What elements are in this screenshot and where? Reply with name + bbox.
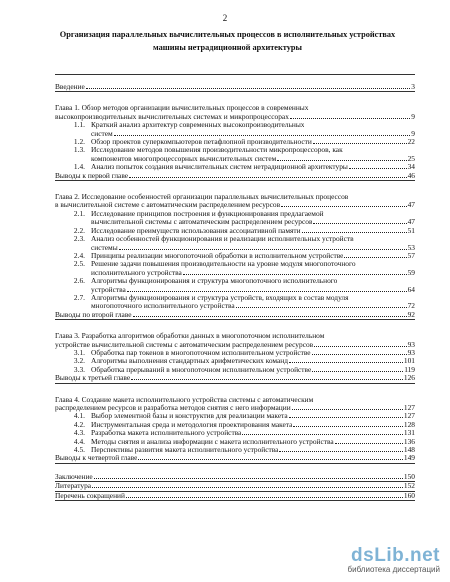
entry-title: Методы снятия и анализа информации с макета исполнительного устройства <box>91 437 334 446</box>
toc-entry <box>55 429 415 437</box>
entry-page: 47 <box>407 217 415 227</box>
entry-title: Выводы к четвертой главе <box>55 454 138 463</box>
entry-number: 3.1. <box>73 347 85 357</box>
dot-leader <box>119 249 407 250</box>
toc-entry <box>55 210 415 218</box>
entry-page: 92 <box>407 309 415 319</box>
entry-page: 136 <box>403 436 415 446</box>
toc-entry <box>55 121 415 129</box>
spacer <box>55 320 415 329</box>
entry-title: Алгоритмы функционирования и структура устройств, входящих в состав модуля <box>91 293 349 302</box>
entry-title: Обработка пар токенов в многопоточном исполнительном устройстве <box>91 348 311 357</box>
entry-title: Исследование преимуществ использования ассоциативной памяти <box>91 226 301 235</box>
dot-leader <box>292 409 403 410</box>
entry-title: Перечень сокращений <box>55 491 125 500</box>
entry-number: 2.3. <box>73 234 85 244</box>
toc-entry <box>55 227 415 235</box>
entry-title: Обработка прерываний в многопоточном исполнительном устройстве <box>91 365 312 374</box>
entry-title: высокопроизводительных вычислительных системах и микропроцессорах <box>55 112 289 121</box>
entry-page: 51 <box>407 225 415 235</box>
entry-page: 59 <box>407 267 415 277</box>
entry-number: 2.2. <box>73 225 85 235</box>
spacer <box>55 92 415 101</box>
dot-leader <box>312 354 407 355</box>
entry-line: Глава 3. Разработка алгоритмов обработки данных в многопоточном исполнительном <box>55 331 325 341</box>
page-number: 2 <box>222 13 228 23</box>
entry-page: 127 <box>403 411 415 421</box>
entry-page: 149 <box>403 453 415 463</box>
entry-page: 72 <box>407 301 415 311</box>
spacer <box>55 464 415 473</box>
entry-number: 2.4. <box>73 250 85 260</box>
toc-entry <box>55 201 415 209</box>
toc-entry <box>55 492 415 501</box>
entry-title: Исследование методов повышения производительности микропроцессоров, как <box>91 146 343 155</box>
dot-leader <box>313 143 407 144</box>
entry-title: устройстве вычислительной системы с автоматическим распределением ресурсов <box>55 340 314 349</box>
toc-entry <box>55 113 415 121</box>
dot-leader <box>281 206 407 207</box>
chapter-block <box>55 104 415 181</box>
entry-title: Инструментальная среда и методология проектирования макета <box>91 420 293 429</box>
toc-entry <box>55 130 415 138</box>
toc-entry <box>55 412 415 420</box>
toc-entry <box>55 163 415 171</box>
entry-page: 9 <box>411 128 415 138</box>
dot-leader <box>302 232 407 233</box>
dot-leader <box>86 88 411 89</box>
chapter-block <box>55 193 415 320</box>
dot-leader <box>242 434 403 435</box>
dot-leader <box>312 371 403 372</box>
entry-page: 22 <box>407 137 415 147</box>
entry-title: многопоточного исполнительного устройства <box>91 302 235 311</box>
toc-entry <box>55 366 415 374</box>
dot-leader <box>236 307 407 308</box>
dot-leader <box>279 451 402 452</box>
entry-title: Анализ попыток создания вычислительных систем нетрадиционной архитектуры <box>91 163 348 172</box>
entry-title: Принципы реализации многопоточной обработки в исполнительном устройстве <box>91 251 344 260</box>
toc-entry <box>55 286 415 294</box>
entry-page: 3 <box>411 82 415 91</box>
dot-leader <box>290 118 410 119</box>
entry-title: Литература <box>55 482 92 491</box>
spacer <box>55 384 415 393</box>
entry-title: Разработка макета исполнительного устройства <box>91 429 242 438</box>
toc-entry <box>55 235 415 243</box>
toc-entry <box>55 357 415 365</box>
toc-entry <box>55 218 415 226</box>
toc-entry <box>55 277 415 285</box>
dot-leader <box>133 316 407 317</box>
dot-leader <box>92 487 403 488</box>
dot-leader <box>349 168 407 169</box>
entry-page: 131 <box>403 428 415 438</box>
entry-title: Решение задачи повышения производительности на уровне модуля многопоточного <box>91 260 356 269</box>
toc-entry <box>55 302 415 310</box>
toc-entry <box>55 260 415 268</box>
document-title: Организация параллельных вычислительных процессов в исполнительных устройствах машины нетрадиционной архитектуры <box>59 30 396 52</box>
watermark-logo: dsLib.net <box>351 545 440 566</box>
entry-page: 64 <box>407 284 415 294</box>
entry-number: 4.3. <box>73 428 85 438</box>
watermark <box>348 545 440 574</box>
entry-number: 3.3. <box>73 364 85 374</box>
toc-entry <box>55 155 415 163</box>
dot-leader <box>344 257 406 258</box>
toc-entry <box>55 374 415 383</box>
entry-title: Алгоритмы выполнения стандартных арифметических команд <box>91 357 288 366</box>
toc-entry <box>55 454 415 463</box>
entry-page: 53 <box>407 242 415 252</box>
dot-leader <box>127 291 407 292</box>
entry-number: 4.4. <box>73 436 85 446</box>
dot-leader <box>335 443 403 444</box>
chapter-block <box>55 396 415 464</box>
entry-title: Алгоритмы функционирования и структура многопоточного исполнительного <box>91 277 338 286</box>
dot-leader <box>131 379 403 380</box>
dot-leader <box>126 497 403 498</box>
entry-number: 1.3. <box>73 145 85 155</box>
toc-entry <box>55 138 415 146</box>
dot-leader <box>114 135 411 136</box>
entry-title: вычислительной системы с автоматическим распределением ресурсов <box>91 218 313 227</box>
entry-number: 4.1. <box>73 411 85 421</box>
entry-page: 127 <box>403 403 415 412</box>
toc-entry <box>55 349 415 357</box>
entry-number: 1.1. <box>73 120 85 130</box>
dot-leader <box>289 362 403 363</box>
entry-title: распределением ресурсов и разработка методов снятия с него информации <box>55 404 291 412</box>
entry-title: системы <box>91 243 118 252</box>
entry-line: Глава 2. Исследование особенностей организации параллельных вычислительных процессов <box>55 192 349 202</box>
entry-number: 2.1. <box>73 208 85 218</box>
entry-number: 1.4. <box>73 162 85 172</box>
toc-entry <box>55 473 415 482</box>
entry-page: 119 <box>404 364 415 374</box>
toc-entry <box>55 294 415 302</box>
toc-entry <box>55 146 415 154</box>
entry-title: Перспективы развития макета исполнительного устройства <box>91 446 279 455</box>
toc-entry <box>55 482 415 491</box>
entry-title: Введение <box>55 83 85 91</box>
toc-entry <box>55 252 415 260</box>
toc-entry <box>55 446 415 454</box>
chapter-block <box>55 332 415 383</box>
spacer <box>55 74 415 83</box>
entry-page: 47 <box>407 200 415 210</box>
dot-leader <box>277 160 406 161</box>
entry-page: 160 <box>403 490 415 500</box>
entry-title: устройства <box>91 285 126 294</box>
toc-entry <box>55 269 415 277</box>
entry-number: 3.2. <box>73 356 85 366</box>
dot-leader <box>289 417 403 418</box>
entry-title: Выводы по второй главе <box>55 310 132 319</box>
entry-title: компонентов многопроцессорных вычислительных систем <box>91 154 277 163</box>
entry-line: Глава 4. Создание макета исполнительного устройства системы с автоматическим <box>55 394 314 404</box>
entry-number: 2.5. <box>73 259 85 269</box>
toc-entry <box>55 311 415 320</box>
toc-entry <box>55 244 415 252</box>
toc-entry <box>55 421 415 429</box>
entry-page: 46 <box>407 170 415 180</box>
entry-number: 4.5. <box>73 445 85 455</box>
entry-page: 150 <box>403 471 415 481</box>
entry-title: Анализ особенностей функционирования и реализации исполнительных устройств <box>91 235 354 244</box>
table-of-contents <box>55 74 415 501</box>
entry-title: Выводы к первой главе <box>55 171 129 180</box>
entry-page: 101 <box>403 356 415 366</box>
dot-leader <box>314 346 406 347</box>
entry-title: Обзор проектов суперкомпьютеров петафлопной производительности <box>91 138 312 147</box>
entry-page: 34 <box>407 162 415 172</box>
toc-entry <box>55 341 415 349</box>
entry-page: 25 <box>407 153 415 163</box>
entry-title: систем <box>91 129 113 138</box>
entry-number: 2.7. <box>73 292 85 302</box>
entry-title: Краткий анализ архитектур современных высокопроизводительных <box>91 121 305 130</box>
toc-entry <box>55 404 415 412</box>
watermark-tagline: библиотека диссертаций <box>347 565 440 574</box>
dot-leader <box>94 478 403 479</box>
dot-leader <box>183 274 407 275</box>
entry-number: 2.6. <box>73 276 85 286</box>
dot-leader <box>313 223 406 224</box>
toc-entry <box>55 438 415 446</box>
entry-page: 126 <box>403 373 415 383</box>
entry-page: 93 <box>407 339 415 349</box>
toc-entry <box>55 172 415 181</box>
dot-leader <box>293 426 402 427</box>
entry-page: 57 <box>407 250 415 260</box>
entry-number: 1.2. <box>73 137 85 147</box>
entry-title: Заключение <box>55 472 93 481</box>
toc-entry <box>55 83 415 92</box>
entry-page: 148 <box>403 445 415 455</box>
entry-title: Выводы к третьей главе <box>55 374 131 383</box>
entry-title: Выбор элементной базы и конструктив для реализации макета <box>91 412 288 421</box>
entry-line: Глава 1. Обзор методов организации вычислительных процессов в современных <box>55 103 309 113</box>
entry-page: 9 <box>411 111 415 121</box>
entry-title: Исследование принципов построения и функционирования предлагаемой <box>91 209 324 218</box>
entry-page: 93 <box>407 347 415 357</box>
entry-number: 4.2. <box>73 419 85 429</box>
entry-title: исполнительного устройства <box>91 268 182 277</box>
spacer <box>55 181 415 190</box>
dot-leader <box>138 459 403 460</box>
entry-title: в вычислительной системе с автоматическим распределением ресурсов <box>55 201 281 210</box>
entry-page: 128 <box>403 419 415 429</box>
dot-leader <box>129 177 407 178</box>
entry-page: 152 <box>403 481 415 491</box>
